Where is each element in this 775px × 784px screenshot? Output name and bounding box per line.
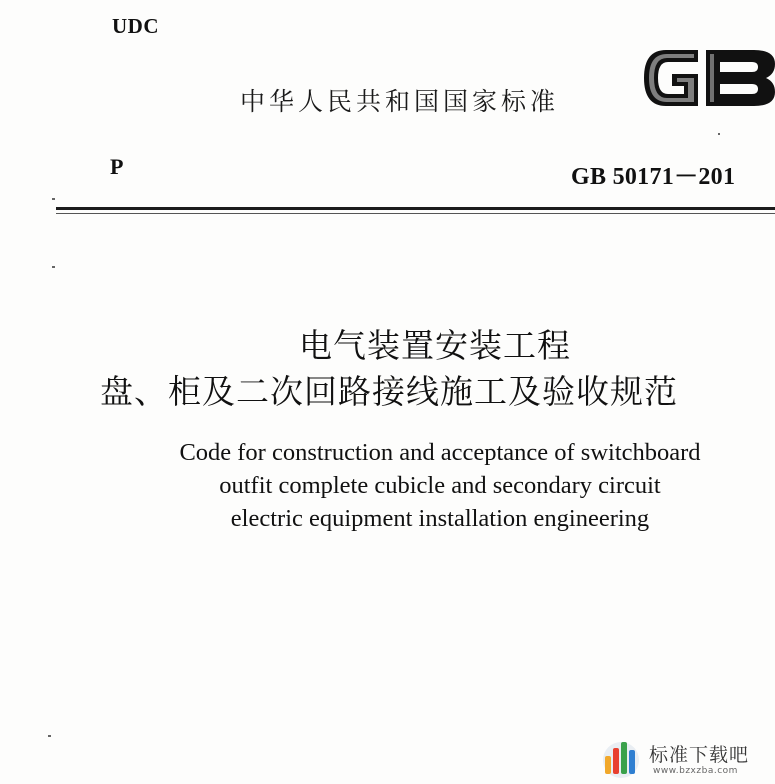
title-en	[140, 436, 740, 535]
title-cn-line1: 电气装置安装工程	[299, 326, 571, 365]
title-en-line: electric equipment installation engineering	[230, 505, 650, 532]
scan-speck	[52, 266, 55, 268]
watermark-url: www.bzxzba.com	[653, 766, 738, 776]
scan-speck	[48, 735, 51, 737]
watermark-text: 标准下载吧	[649, 744, 750, 766]
bar-chart-logo-icon	[597, 734, 645, 780]
gb-logo-graphic	[636, 38, 775, 118]
issuer-title: 中华人民共和国国家标准	[240, 87, 560, 116]
title-en-line: outfit complete cubicle and secondary circuit	[219, 472, 661, 499]
category-label: P	[110, 154, 124, 179]
standard-number: GB 50171－201	[571, 164, 736, 190]
udc-label: UDC	[112, 14, 159, 38]
scan-speck	[52, 198, 55, 200]
header-rule-thin	[56, 213, 775, 214]
header-rule-thick	[56, 207, 775, 210]
scan-speck	[718, 133, 720, 135]
gb-logo	[636, 38, 775, 118]
title-en-line: Code for construction and acceptance of switchboard	[179, 439, 701, 466]
site-watermark	[597, 734, 775, 784]
title-cn-line2: 盘、柜及二次回路接线施工及验收规范	[100, 372, 678, 411]
